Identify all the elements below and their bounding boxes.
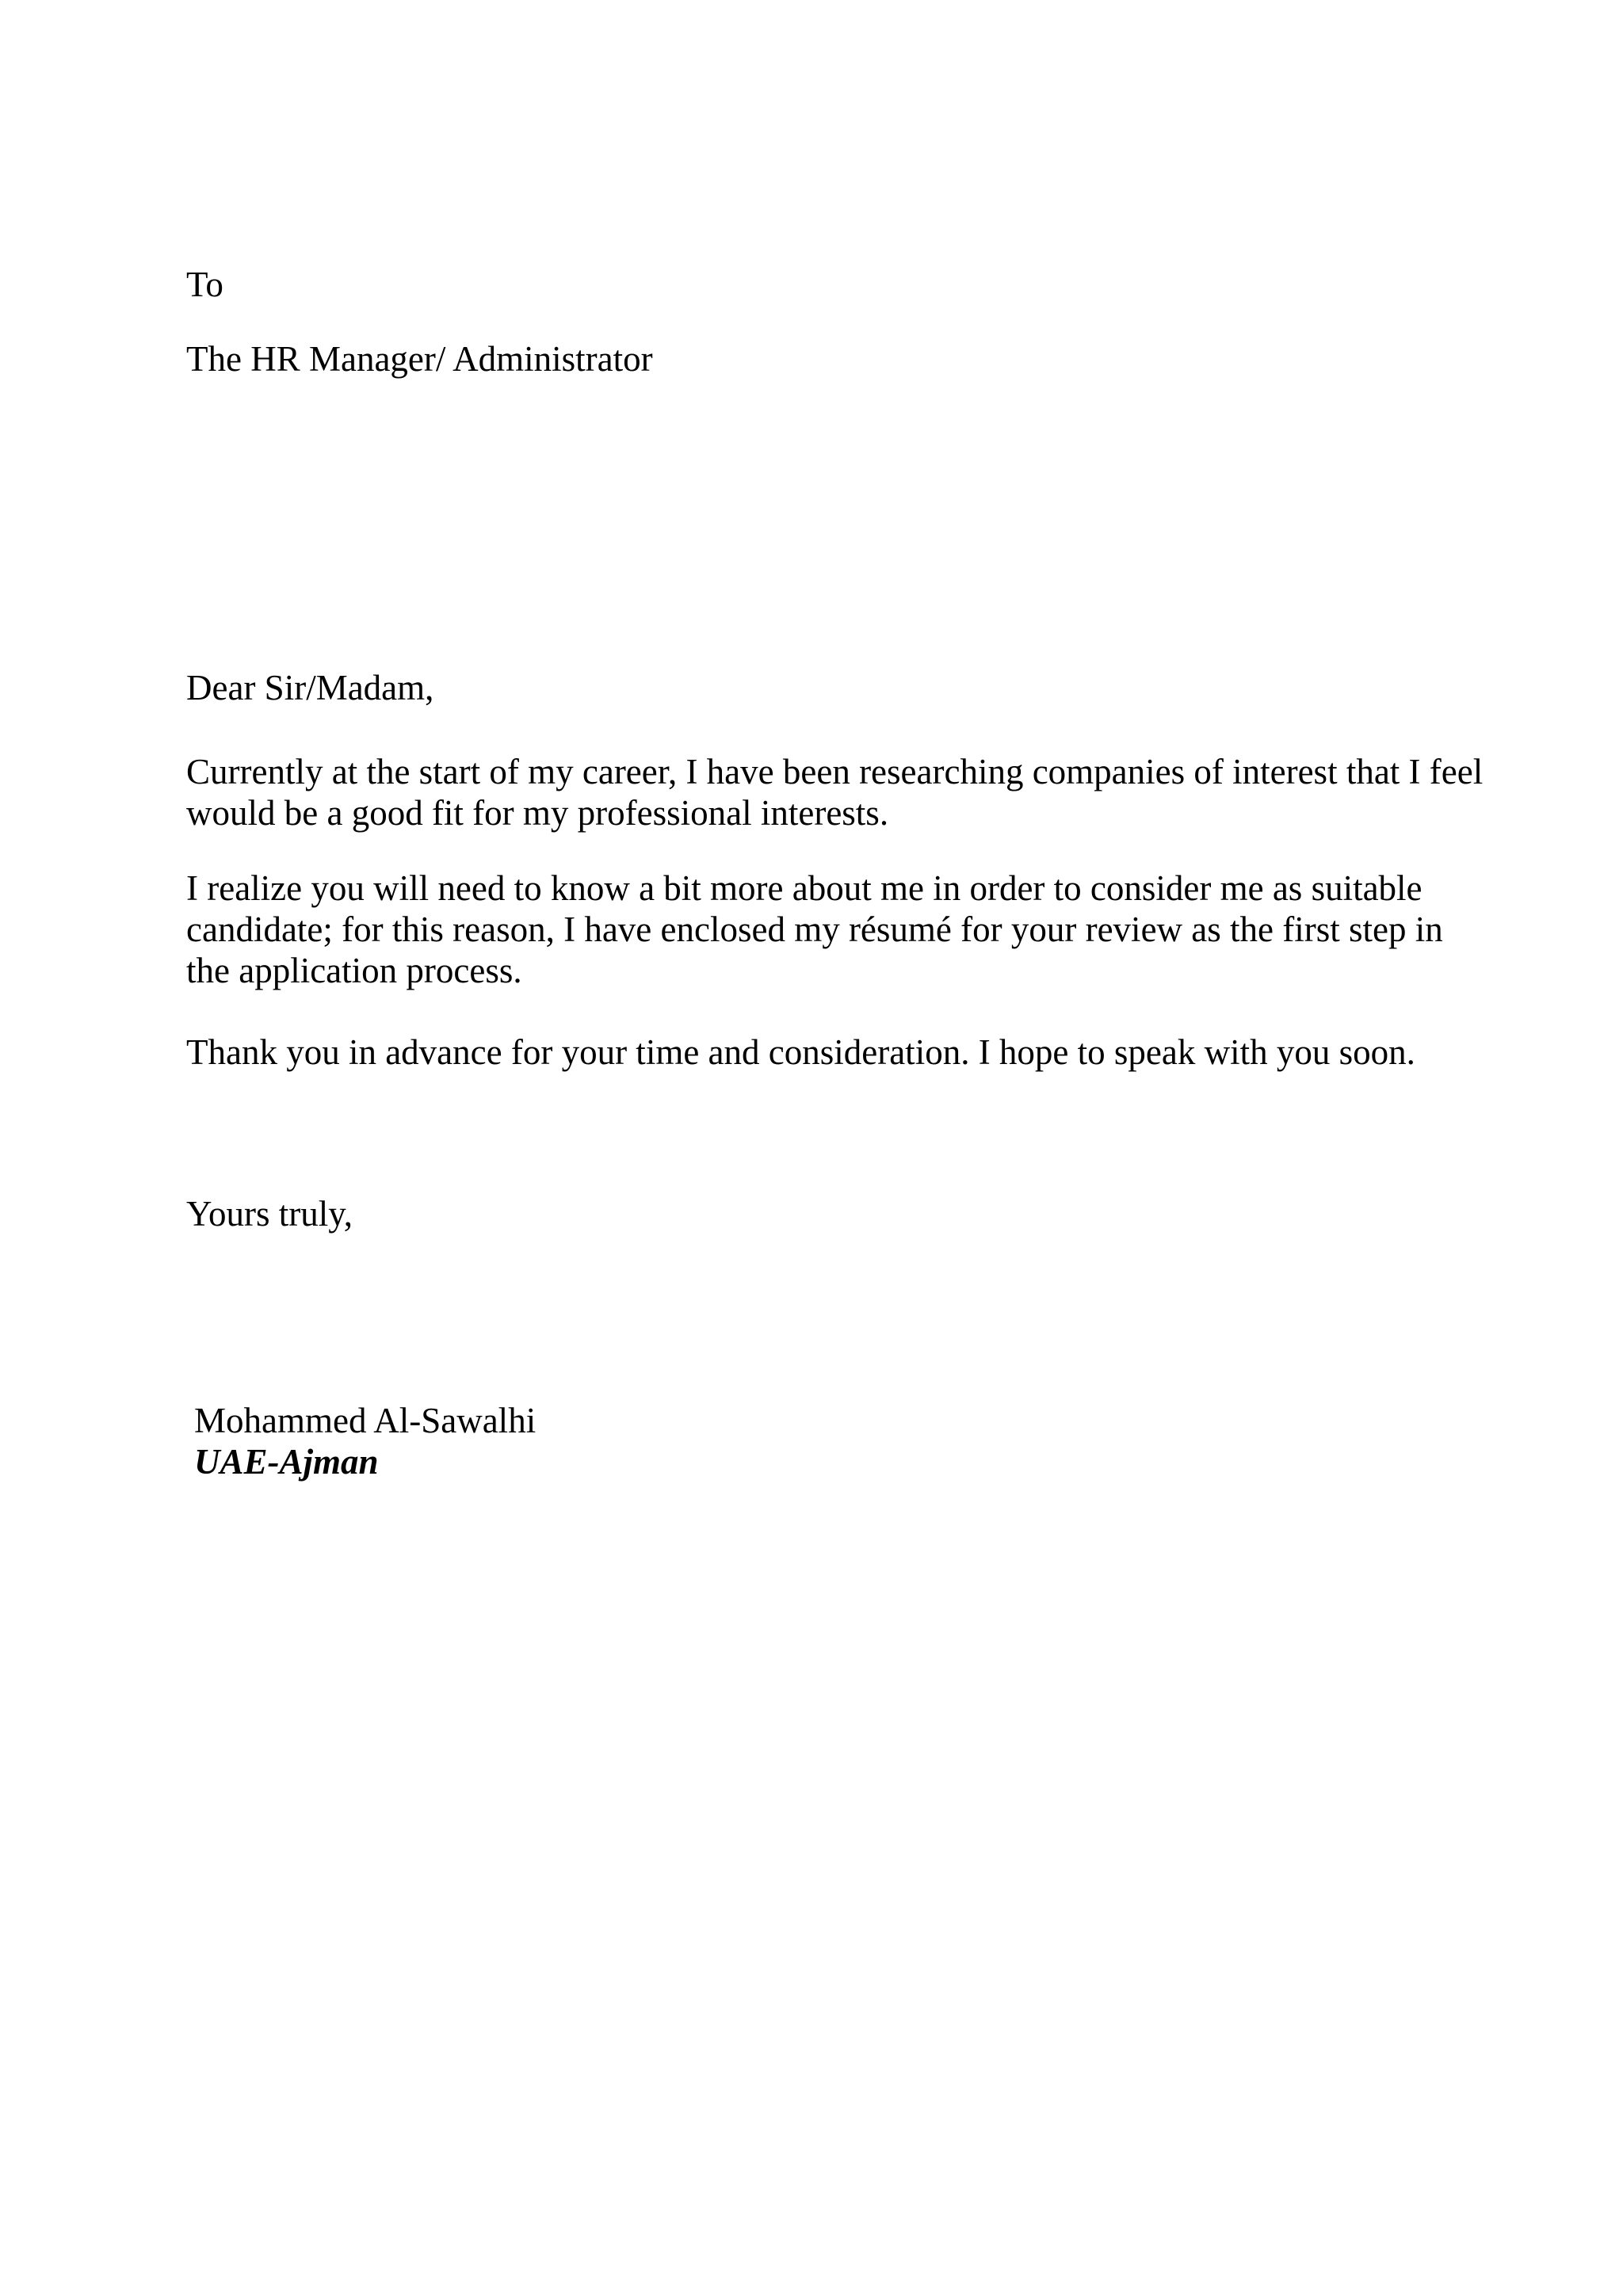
to-line: To xyxy=(186,265,223,304)
closing: Yours truly, xyxy=(186,1194,353,1234)
body-paragraph-2: I realize you will need to know a bit more about me in order to consider me as suitable candidate; for this reason, I have enclosed my résumé for your review as the first step in the application process. xyxy=(186,868,1443,990)
body-paragraph-1: Currently at the start of my career, I have been researching companies of interest that I feel would be a good fit for my professional interests. xyxy=(186,752,1484,833)
signature-location: UAE-Ajman xyxy=(194,1442,379,1482)
salutation: Dear Sir/Madam, xyxy=(186,668,434,707)
signature-name: Mohammed Al-Sawalhi xyxy=(194,1401,537,1440)
body-paragraph-3: Thank you in advance for your time and consideration. I hope to speak with you soon. xyxy=(186,1032,1415,1072)
recipient-line: The HR Manager/ Administrator xyxy=(186,339,653,379)
